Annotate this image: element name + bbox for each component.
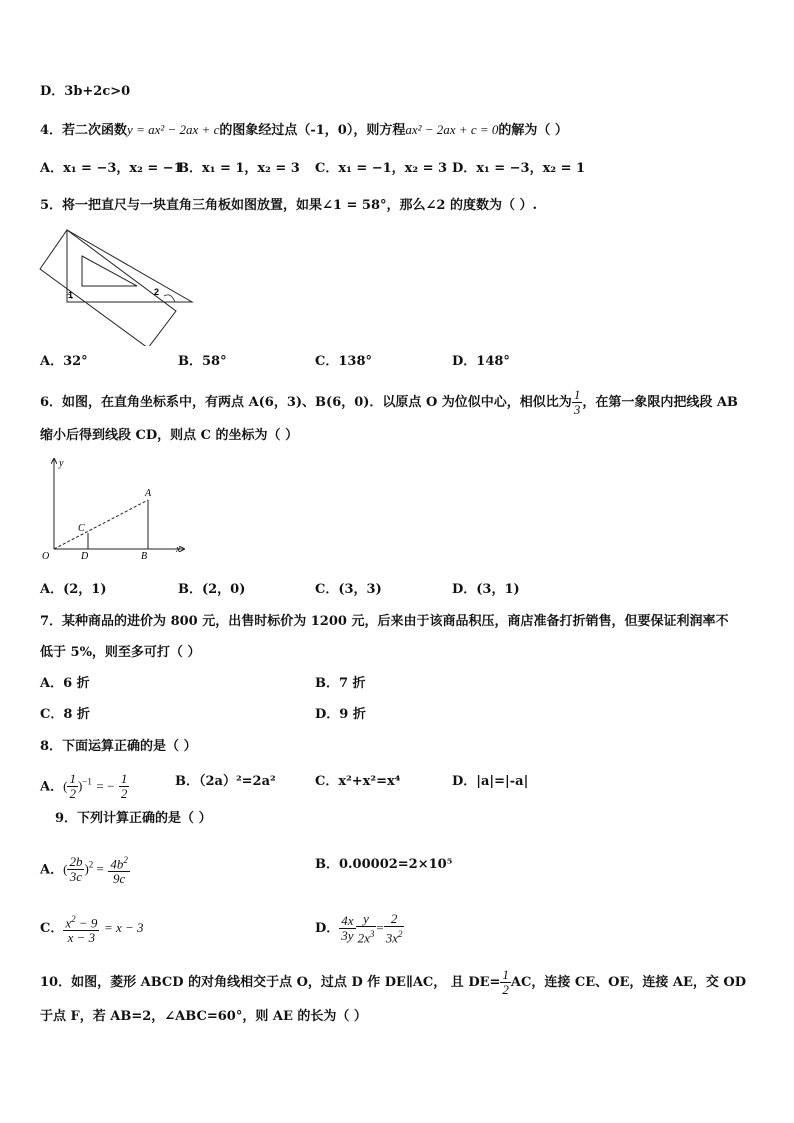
q5-option-c: C．138°	[315, 354, 372, 369]
q8-stem: 8．下面运算正确的是（ ）	[40, 739, 197, 754]
q8-option-d: D．|a|=|-a|	[452, 774, 529, 789]
q6-stem-line1: 6．如图，在直角坐标系中，有两点 A(6，3)、B(6，0)．以原点 O 为位似中心，相似比为 $\frac{1}{3}$ ，在第一象限内把线段 AB	[40, 387, 738, 417]
q10-stem-line2: 于点 F，若 AB=2，∠ABC=60°，则 AE 的长为（ ）	[40, 1009, 367, 1024]
label-y: y	[59, 458, 64, 469]
label-a: A	[145, 488, 152, 499]
q9-option-b: B．0.00002=2×10⁵	[315, 857, 453, 872]
q5-stem: 5．将一把直尺与一块直角三角板如图放置，如果∠1 = 58°，那么∠2 的度数为（ ）.	[40, 198, 538, 213]
q6-option-a: A．(2，1)	[40, 582, 107, 597]
q4-stem: 4．若二次函数y = ax² − 2ax + c的图象经过点（-1，0），则方程ax² − 2ax + c = 0的解为（ ）	[40, 122, 568, 138]
q9-option-c: C． $\frac{x^2 - 9}{x - 3}$ = x − 3	[40, 913, 144, 946]
angle-1-label: 1	[68, 290, 74, 300]
ratio-fraction: $\frac{1}{3}$	[573, 387, 581, 417]
q4-option-c: C．x₁ = −1，x₂ = 3	[315, 161, 448, 176]
q3-option-d: D．3b+2c>0	[40, 84, 131, 99]
label-c: C	[78, 523, 85, 534]
q9-option-a: A．( $\frac{2b}{3c}$ )$^2$ = $\frac{4b^2}{9c}$	[40, 854, 128, 887]
q10-stem-line1: 10．如图，菱形 ABCD 的对角线相交于点 O，过点 D 作 DE∥AC， 且 DE= $\frac{1}{2}$ AC，连接 CE、OE，连接 AE，交 OD	[40, 967, 746, 997]
q9-option-d: D． $\frac{4x}{3y}$ $\frac{y}{2x^3}$ = $\frac{2}{3x^2}$	[315, 910, 403, 946]
label-o: O	[42, 551, 50, 562]
q7-stem-line1: 7．某种商品的进价为 800 元，出售时标价为 1200 元，后来由于该商品积压，商店准备打折销售，但要保证利润率不	[40, 614, 729, 629]
q8-option-c: C．x²+x²=x⁴	[315, 774, 401, 789]
q5-option-b: B．58°	[178, 354, 227, 369]
q4-option-d: D．x₁ = −3，x₂ = 1	[452, 161, 586, 176]
half-fraction: $\frac{1}{2}$	[502, 967, 509, 997]
label-b: B	[141, 551, 148, 562]
q7-option-d: D．9 折	[315, 707, 366, 722]
q6-stem-line2: 缩小后得到线段 CD，则点 C 的坐标为（ ）	[40, 428, 299, 443]
label-x: x	[176, 544, 181, 555]
q6-option-c: C．(3，3)	[315, 582, 382, 597]
q4-option-a: A．x₁ = −3，x₂ = −1	[40, 161, 183, 176]
angle-2-label: 2	[154, 287, 160, 297]
q6-option-d: D．(3，1)	[452, 582, 520, 597]
q7-option-a: A．6 折	[40, 676, 90, 691]
q5-ruler-triangle-figure	[36, 226, 206, 346]
q8-option-a: A．( $\frac{1}{2}$ )$^{-1}$ = − $\frac{1}{2}$	[40, 771, 128, 802]
q5-option-d: D．148°	[452, 354, 510, 369]
dashed-oa	[54, 500, 148, 549]
triangle-inner	[82, 256, 137, 286]
q7-stem-line2: 低于 5%，则至多可打（ ）	[40, 645, 201, 660]
q8-option-b: B．（2a）²=2a²	[175, 774, 276, 789]
q9-stem: 9．下列计算正确的是（ ）	[55, 811, 212, 826]
q4-option-b: B．x₁ = 1，x₂ = 3	[178, 161, 300, 176]
q6-option-b: B．(2，0)	[178, 582, 246, 597]
q7-option-b: B．7 折	[315, 676, 366, 691]
q7-option-c: C．8 折	[40, 707, 90, 722]
q5-option-a: A．32°	[40, 354, 88, 369]
triangle-outer	[67, 230, 192, 302]
label-d: D	[81, 551, 89, 562]
q6-coordinate-figure	[36, 455, 196, 567]
